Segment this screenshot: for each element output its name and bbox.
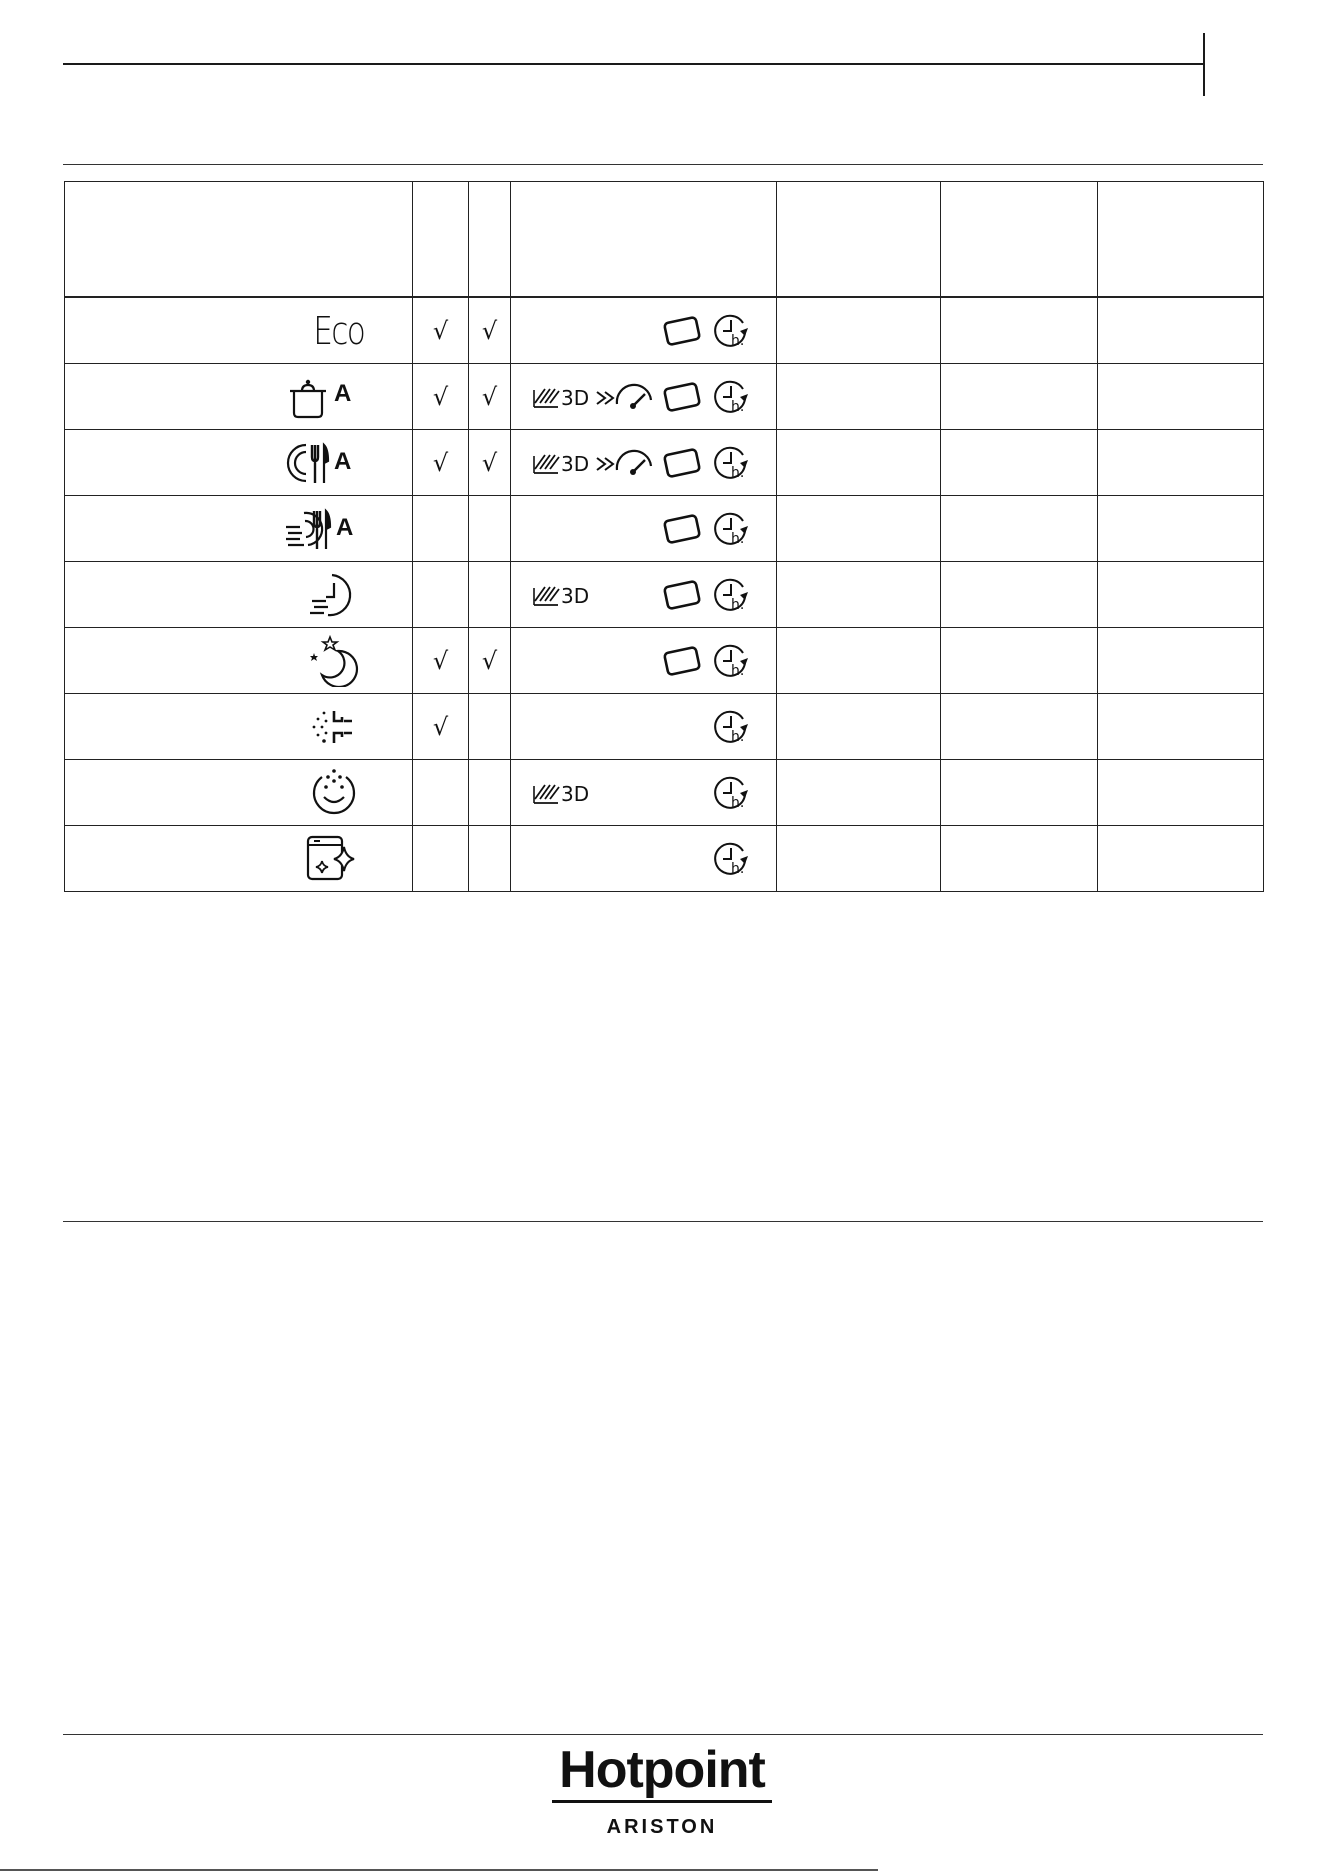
empty-cell	[1098, 364, 1264, 430]
empty-cell	[777, 496, 941, 562]
empty-cell	[941, 562, 1098, 628]
table-row	[65, 562, 1264, 628]
plate-cutlery-auto-normal-icon	[284, 439, 360, 487]
check-cell: √	[413, 364, 469, 430]
header-cell-col6	[1098, 182, 1264, 298]
table-row	[65, 496, 1264, 562]
options-cell	[511, 562, 777, 628]
check-cell	[469, 826, 511, 892]
check-cell	[413, 562, 469, 628]
check-cell: √	[469, 297, 511, 364]
half-load-tablet-icon	[662, 315, 702, 347]
speed-boost-icon	[595, 448, 657, 478]
table-row	[65, 297, 1264, 364]
options-cell	[511, 297, 777, 364]
empty-cell	[941, 826, 1098, 892]
empty-cell	[777, 364, 941, 430]
program-cell	[65, 628, 413, 694]
brand-subname: ARISTON	[606, 1816, 718, 1838]
check-cell: √	[413, 694, 469, 760]
program-cell	[65, 496, 413, 562]
check-cell: √	[469, 628, 511, 694]
empty-cell	[777, 297, 941, 364]
pot-auto-label: A	[334, 379, 352, 407]
options-cell	[511, 430, 777, 496]
half-load-tablet-icon	[662, 579, 702, 611]
program-cell	[65, 562, 413, 628]
hygiene-3d-zone-wash-icon	[531, 448, 595, 478]
program-cell	[65, 364, 413, 430]
empty-cell	[1098, 496, 1264, 562]
options-cell	[511, 760, 777, 826]
empty-cell	[941, 496, 1098, 562]
delay-start-clock-icon	[712, 575, 752, 615]
empty-cell	[1098, 694, 1264, 760]
empty-cell	[941, 628, 1098, 694]
check-cell: √	[469, 430, 511, 496]
header-cell-col1	[413, 182, 469, 298]
check-cell	[469, 760, 511, 826]
delay-start-clock-icon	[712, 707, 752, 747]
header-cell-col2	[469, 182, 511, 298]
empty-cell	[777, 562, 941, 628]
brand-name: Hotpoint	[559, 1741, 765, 1799]
check-cell: √	[469, 364, 511, 430]
empty-cell	[1098, 760, 1264, 826]
header-cell-col5	[941, 182, 1098, 298]
top-crop-tick	[1203, 33, 1205, 96]
delay-start-clock-icon	[712, 839, 752, 879]
prewash-spray-icon	[308, 707, 360, 747]
table-row	[65, 694, 1264, 760]
normal-auto-label: A	[334, 447, 352, 475]
options-cell	[511, 826, 777, 892]
program-cell	[65, 430, 413, 496]
empty-cell	[1098, 628, 1264, 694]
brand-logo	[548, 1738, 776, 1838]
program-cell	[65, 694, 413, 760]
hygiene-3d-zone-wash-icon	[531, 778, 595, 808]
program-cell	[65, 826, 413, 892]
footer-rule	[63, 1734, 1263, 1735]
check-cell	[413, 760, 469, 826]
delay-start-clock-icon	[712, 311, 752, 351]
half-load-tablet-icon	[662, 513, 702, 545]
night-moon-stars-icon	[304, 635, 360, 687]
options-cell	[511, 628, 777, 694]
eco-text-icon: Eco	[313, 308, 364, 353]
header-cell-col4	[777, 182, 941, 298]
baby-care-smile-icon	[308, 767, 360, 819]
table-row	[65, 826, 1264, 892]
check-cell	[469, 496, 511, 562]
table-row	[65, 628, 1264, 694]
empty-cell	[941, 430, 1098, 496]
options-cell	[511, 694, 777, 760]
program-cell	[65, 297, 413, 364]
pot-auto-intensive-icon	[284, 373, 360, 421]
section-rule-middle	[63, 1221, 1263, 1222]
plate-cutlery-auto-fast-icon	[284, 505, 360, 553]
half-load-tablet-icon	[662, 381, 702, 413]
table-header-row	[65, 182, 1264, 298]
daily-quick-clock-icon	[308, 571, 360, 619]
empty-cell	[777, 760, 941, 826]
hygiene-3d-zone-wash-icon	[531, 580, 595, 610]
check-cell: √	[413, 430, 469, 496]
table-row	[65, 364, 1264, 430]
fast-auto-label: A	[336, 513, 354, 541]
check-cell	[469, 562, 511, 628]
program-cell	[65, 760, 413, 826]
check-cell	[413, 496, 469, 562]
header-cell-program	[65, 182, 413, 298]
delay-start-clock-icon	[712, 641, 752, 681]
check-cell: √	[413, 628, 469, 694]
header-cell-options	[511, 182, 777, 298]
delay-start-clock-icon	[712, 377, 752, 417]
empty-cell	[777, 628, 941, 694]
half-load-tablet-icon	[662, 447, 702, 479]
brand-underline	[552, 1800, 772, 1803]
section-rule-top	[63, 164, 1263, 165]
empty-cell	[1098, 297, 1264, 364]
table-row	[65, 760, 1264, 826]
empty-cell	[1098, 562, 1264, 628]
top-rule	[63, 63, 1203, 65]
half-load-tablet-icon	[662, 645, 702, 677]
empty-cell	[1098, 430, 1264, 496]
check-cell	[469, 694, 511, 760]
check-cell: √	[413, 297, 469, 364]
empty-cell	[777, 826, 941, 892]
speed-boost-icon	[595, 382, 657, 412]
delay-start-clock-icon	[712, 773, 752, 813]
empty-cell	[941, 297, 1098, 364]
empty-cell	[777, 430, 941, 496]
self-clean-sparkle-icon	[304, 833, 360, 885]
options-cell	[511, 496, 777, 562]
options-cell	[511, 364, 777, 430]
empty-cell	[941, 694, 1098, 760]
bottom-edge-rule	[0, 1869, 878, 1871]
program-options-table	[64, 181, 1264, 892]
delay-start-clock-icon	[712, 509, 752, 549]
empty-cell	[941, 760, 1098, 826]
check-cell	[413, 826, 469, 892]
empty-cell	[777, 694, 941, 760]
table-row	[65, 430, 1264, 496]
empty-cell	[941, 364, 1098, 430]
empty-cell	[1098, 826, 1264, 892]
hygiene-3d-zone-wash-icon	[531, 382, 595, 412]
delay-start-clock-icon	[712, 443, 752, 483]
